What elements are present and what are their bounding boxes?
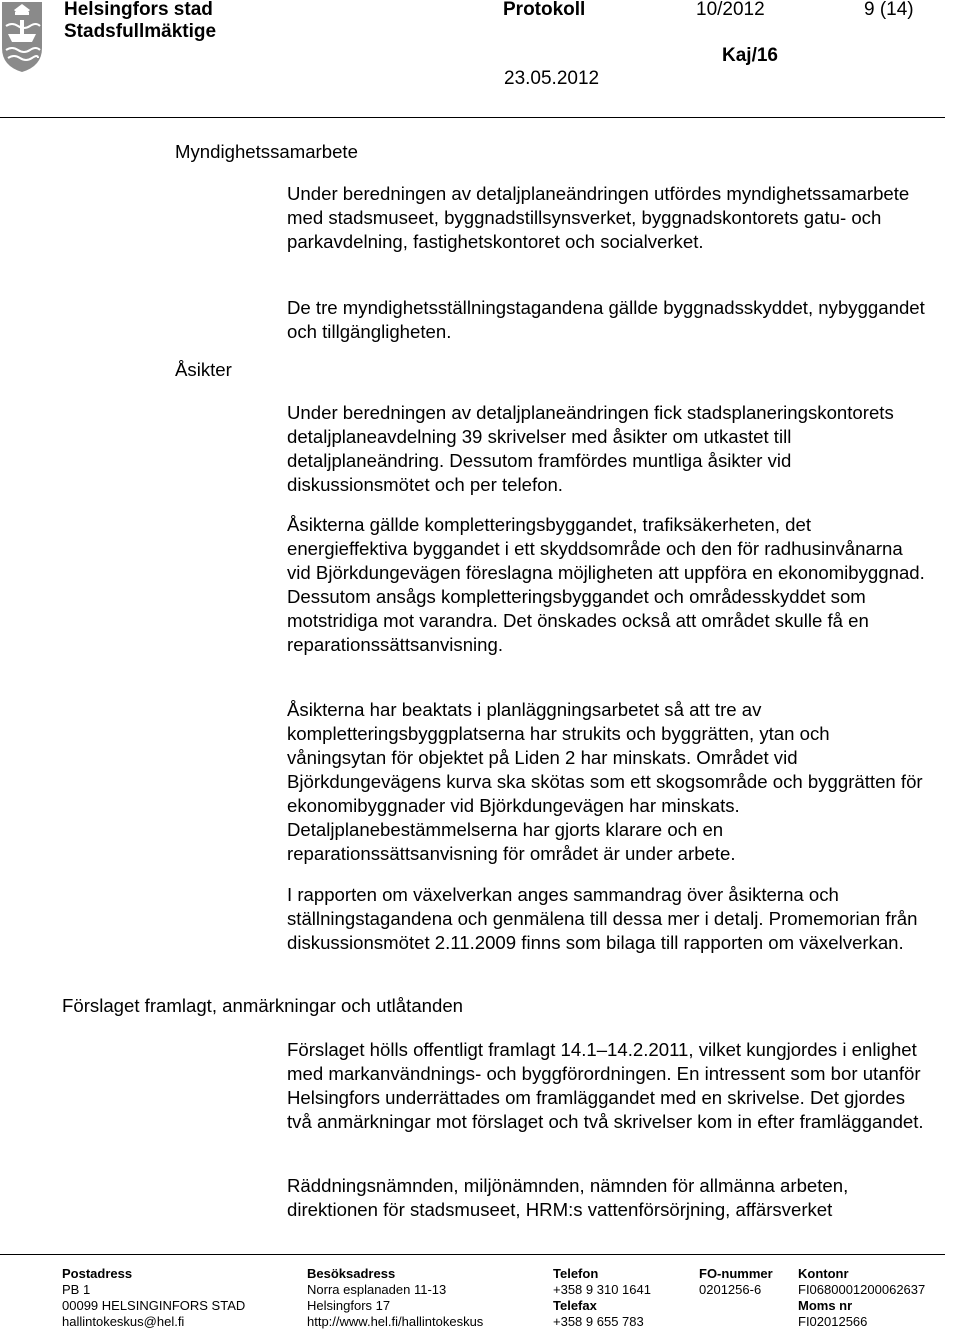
footer-postadress-label: Postadress <box>62 1266 133 1281</box>
footer-kontonr-value: FI0680001200062637 <box>798 1282 926 1297</box>
section-forslaget: Förslaget framlagt, anmärkningar och utlåtanden <box>62 995 464 1016</box>
footer-email-link[interactable]: hallintokeskus@hel.fi <box>62 1314 185 1329</box>
footer-besoksadress-line: Norra esplanaden 11-13 <box>307 1282 447 1297</box>
footer-postadress-line: 00099 HELSINGINFORS STAD <box>62 1298 246 1313</box>
footer-telefon <box>553 1266 651 1330</box>
section-asikter: Åsikter <box>175 359 232 380</box>
footer-moms-label: Moms nr <box>798 1298 853 1313</box>
paragraph-4: Åsikterna gällde kompletteringsbyggandet, trafiksäkerheten, det energieffektiva byggandet i ett skyddsområde och den för radhusinvånarna vid Björkdungevägen föreslagna möjligheten att uppföra en ekonomibyggnad. Dessutom ansågs kompletteringsbyggandet och områdesskyddet som motstridiga mot varandra. Det önskades också att området skulle få en reparationssättsanvisning. <box>287 514 925 655</box>
footer-telefon-label: Telefon <box>553 1266 599 1281</box>
header-page: 9 (14) <box>864 0 914 20</box>
footer-rule <box>0 1254 945 1255</box>
paragraph-6: I rapporten om växelverkan anges sammandrag över åsikterna och ställningstagandena och genmälena till dessa mer i detalj. Promemorian från diskussionsmötet 2.11.2009 finns som bilaga till rapporten om växelverkan. <box>287 884 918 953</box>
footer-kontonr <box>798 1266 925 1330</box>
header-date: 23.05.2012 <box>504 68 600 89</box>
header-item: Kaj/16 <box>722 45 778 66</box>
paragraph-8: Räddningsnämnden, miljönämnden, nämnden för allmänna arbeten, direktionen för stadsmuseet, HRM:s vattenförsörjning, affärsverket <box>287 1175 849 1220</box>
helsinki-crest-icon <box>0 0 44 74</box>
footer-fo-nummer <box>699 1266 773 1298</box>
header-doc-type: Protokoll <box>503 0 586 20</box>
paragraph-7: Förslaget hölls offentligt framlagt 14.1–14.2.2011, vilket kungjordes i enlighet med markanvändnings- och byggförordningen. En intressent som bor utanför Helsingfors underrättades om framläggandet med en skrivelse. Det gjordes två anmärkningar mot förslaget och två skrivelser kom in efter framläggandet. <box>287 1039 924 1132</box>
paragraph-5: Åsikterna har beaktats i planläggningsarbetet så att tre av kompletteringsbyggplatserna har strukits och byggrätten, ytan och våningsytan för objektet på Liden 2 har minskats. Området vid Björkdungevägens kurva ska skötas som ett skogsområde och byggrätten för ekonomibyggnader vid Björkdungevägen har minskats. Detaljplanebestämmelserna har gjorts klarare och en reparationssättsanvisning för området är under arbete. <box>287 699 923 864</box>
footer-besoksadress-label: Besöksadress <box>307 1266 396 1281</box>
header-city: Helsingfors stad <box>64 0 213 20</box>
footer-telefon-value: +358 9 310 1641 <box>553 1282 651 1297</box>
header-body: Stadsfullmäktige <box>64 21 217 42</box>
footer-postadress-line: PB 1 <box>62 1282 91 1297</box>
section-myndighetssamarbete: Myndighetssamarbete <box>175 141 358 162</box>
footer-telefax-value: +358 9 655 783 <box>553 1314 644 1329</box>
city-crest <box>0 0 44 74</box>
paragraph-1: Under beredningen av detaljplaneändringen utfördes myndighetssamarbete med stadsmuseet, byggnadstillsynsverket, byggnadskontorets gatu- och parkavdelning, fastighetskontoret och socialverket. <box>287 183 910 252</box>
footer-besoksadress <box>307 1266 483 1330</box>
paragraph-2: De tre myndighetsställningstagandena gällde byggnadsskyddet, nybyggandet och tillgängligheten. <box>287 297 925 342</box>
footer-website-link[interactable]: http://www.hel.fi/hallintokeskus <box>307 1314 484 1329</box>
footer-fo-label: FO-nummer <box>699 1266 773 1281</box>
header-rule <box>0 117 945 118</box>
footer-kontonr-label: Kontonr <box>798 1266 849 1281</box>
footer-fo-value: 0201256-6 <box>699 1282 762 1297</box>
header-number: 10/2012 <box>696 0 765 20</box>
footer-telefax-label: Telefax <box>553 1298 597 1313</box>
footer-besoksadress-line: Helsingfors 17 <box>307 1298 391 1313</box>
paragraph-3: Under beredningen av detaljplaneändringen fick stadsplaneringskontorets detaljplaneavdelning 39 skrivelser med åsikter om utkastet till detaljplaneändring. Dessutom framfördes muntliga åsikter vid diskussionsmötet och per telefon. <box>287 402 894 495</box>
footer-postadress <box>62 1266 245 1330</box>
footer-moms-value: FI02012566 <box>798 1314 868 1329</box>
